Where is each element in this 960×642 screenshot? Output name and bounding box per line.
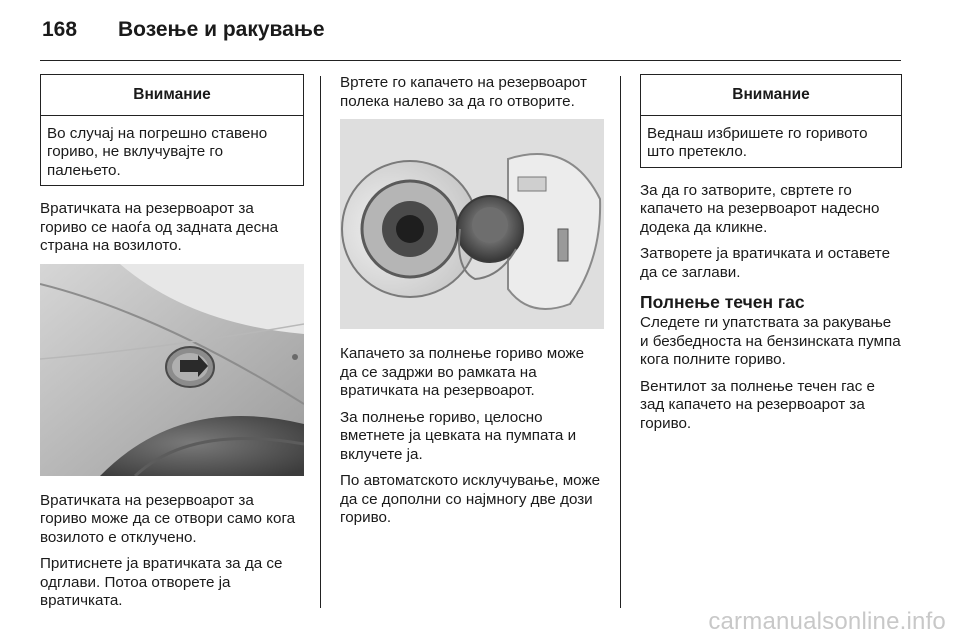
paragraph: За да го затворите, свртете го капачето на резервоарот надесно додека да кликне. — [640, 181, 880, 236]
paragraph: Вртете го капачето на резервоарот полека налево за да го отворите. — [340, 74, 587, 110]
warning-box — [640, 74, 902, 168]
section-heading: Полнење течен гас — [640, 292, 805, 312]
column-1 — [40, 74, 304, 619]
paragraph: За полнење гориво, целосно вметнете ја цевката на пумпата и вклучете ја. — [340, 408, 577, 463]
warning-title: Внимание — [41, 75, 303, 116]
warning-body: Веднаш избришете го горивото што претекло. — [647, 124, 868, 160]
paragraph: Вратичката на резервоарот за гориво се наоѓа од задната десна страна на возилото. — [40, 200, 279, 254]
paragraph: Следете ги упатствата за ракување и безбедноста на бензинската пумпа кога полните гориво. — [640, 314, 901, 368]
page-number: 168 — [42, 18, 78, 41]
warning-body: Во случај на погрешно ставено гориво, не вклучувајте го палењето. — [47, 124, 268, 179]
header-rule — [40, 60, 901, 61]
fuel-door-location-photo — [40, 264, 304, 476]
warning-box — [40, 74, 304, 186]
paragraph: Затворете ја вратичката и оставете да се заглави. — [640, 245, 891, 281]
paragraph: Вентилот за полнење течен гас е зад капачето на резервоарот за гориво. — [640, 377, 875, 432]
paragraph: Притиснете ја вратичката за да се одглави. Потоа отворете ја вратичката. — [40, 555, 283, 609]
paragraph: По автоматското исклучување, може да се дополни со најмногу две дози гориво. — [340, 472, 601, 526]
warning-title: Внимание — [641, 75, 901, 116]
page-title: Возење и ракување — [118, 18, 325, 41]
fuel-cap-open-photo — [340, 119, 604, 329]
column-2 — [340, 74, 604, 536]
column-divider-1 — [320, 76, 321, 608]
column-divider-2 — [620, 76, 621, 608]
paragraph: Капачето за полнење гориво може да се задржи во рамката на вратичката на резервоарот. — [340, 345, 585, 399]
column-3 — [640, 74, 902, 441]
watermark: carmanualsonline.info — [708, 608, 946, 635]
paragraph: Вратичката на резервоарот за гориво може да се отвори само кога возилото е отклучено. — [40, 491, 296, 546]
